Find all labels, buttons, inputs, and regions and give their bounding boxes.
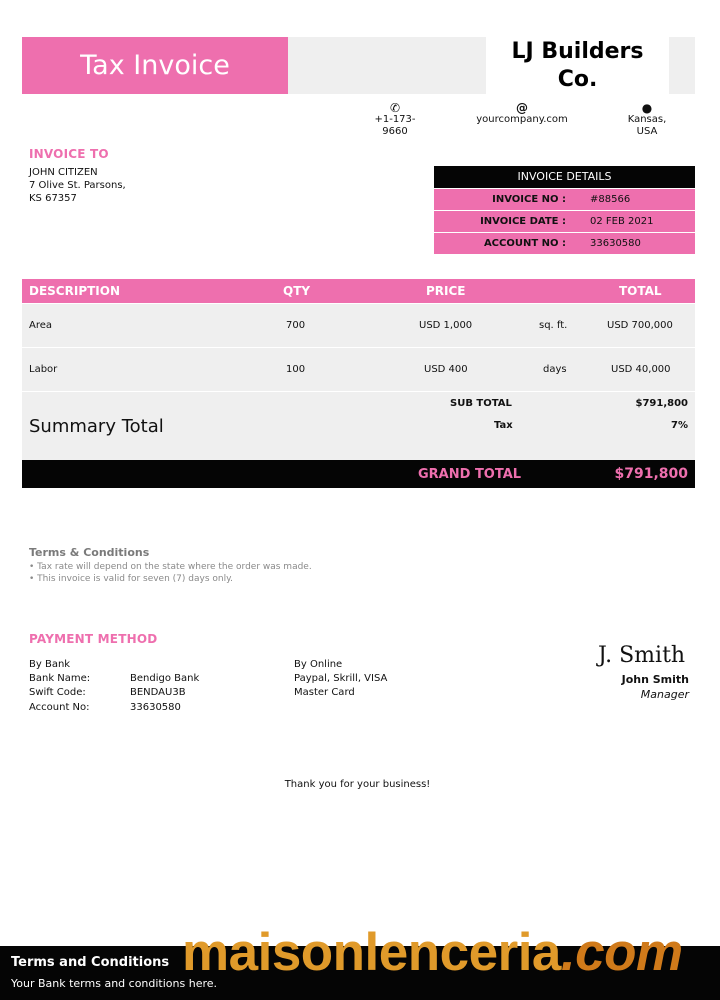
online-payment-cards: Master Card — [294, 687, 355, 698]
thank-you-note: Thank you for your business! — [284, 779, 431, 790]
grand-total-bar — [22, 460, 695, 488]
tax-label: Tax — [494, 420, 513, 431]
detail-value: 02 FEB 2021 — [590, 216, 654, 227]
signatory-name: John Smith — [621, 673, 689, 686]
swift-code-value: BENDAU3B — [130, 687, 186, 698]
detail-label: ACCOUNT NO : — [483, 238, 566, 249]
footer-text: Your Bank terms and conditions here. — [11, 977, 218, 990]
column-header-description: DESCRIPTION — [29, 284, 121, 298]
row-price: USD 400 — [424, 364, 468, 375]
company-name-line1: LJ Builders — [511, 39, 644, 64]
company-name-line2: Co. — [557, 67, 598, 92]
detail-row-invoice-date — [434, 211, 695, 232]
watermark-name: maisonlenceria — [182, 923, 561, 982]
customer-name: JOHN CITIZEN — [29, 167, 98, 178]
contact-phone — [362, 102, 428, 138]
subtotal-value: $791,800 — [635, 398, 688, 409]
contact-location — [618, 102, 676, 138]
detail-label: INVOICE DATE : — [480, 216, 566, 227]
account-no-label: Account No: — [29, 702, 90, 713]
bank-payment-title: By Bank — [29, 659, 71, 670]
row-unit: days — [543, 364, 567, 375]
contact-email — [474, 102, 570, 126]
footer-heading: Terms and Conditions — [11, 955, 170, 970]
detail-value: 33630580 — [590, 238, 641, 249]
account-no-value: 33630580 — [130, 702, 181, 713]
table-row — [22, 304, 695, 347]
tax-value: 7% — [671, 420, 688, 431]
swift-code-label: Swift Code: — [29, 687, 86, 698]
phone-icon: ✆ — [389, 101, 401, 115]
column-header-price: PRICE — [426, 284, 466, 298]
bill-to-address — [29, 166, 126, 205]
watermark-tld: .com — [560, 923, 683, 982]
column-header-total: TOTAL — [619, 284, 662, 298]
header-spacer — [288, 37, 486, 94]
detail-row-invoice-no — [434, 189, 695, 210]
row-description: Area — [29, 320, 53, 331]
company-name — [486, 37, 669, 94]
watermark — [182, 922, 683, 983]
invoice-title: Tax Invoice — [22, 37, 288, 94]
signatory-role: Manager — [640, 688, 689, 701]
detail-row-account-no — [434, 233, 695, 254]
table-row — [22, 348, 695, 391]
row-qty: 100 — [286, 364, 306, 375]
contact-location-line1: Kansas, — [627, 114, 667, 125]
online-payment-methods: Paypal, Skrill, VISA — [294, 673, 388, 684]
header-edge — [669, 37, 695, 94]
terms-line: • This invoice is valid for seven (7) days only. — [29, 574, 233, 584]
invoice-details-heading: INVOICE DETAILS — [434, 166, 695, 188]
grand-total-label: GRAND TOTAL — [418, 467, 522, 482]
row-qty: 700 — [286, 320, 306, 331]
customer-address-line2: KS 67357 — [29, 193, 77, 204]
customer-address-line1: 7 Olive St. Parsons, — [29, 180, 126, 191]
online-payment-title: By Online — [294, 659, 343, 670]
bank-name-label: Bank Name: — [29, 673, 91, 684]
payment-method-heading: PAYMENT METHOD — [29, 632, 158, 646]
row-total: USD 40,000 — [611, 364, 671, 375]
bank-name-value: Bendigo Bank — [130, 673, 200, 684]
grand-total-value: $791,800 — [614, 466, 688, 482]
detail-value: #88566 — [590, 194, 631, 205]
invoice-details — [434, 166, 695, 254]
detail-label: INVOICE NO : — [492, 194, 566, 205]
contact-email-text: yourcompany.com — [476, 114, 568, 125]
row-total: USD 700,000 — [607, 320, 673, 331]
items-table-header — [22, 279, 695, 303]
subtotal-label: SUB TOTAL — [450, 398, 512, 409]
summary-total-label: Summary Total — [29, 416, 164, 437]
terms-line: • Tax rate will depend on the state where the order was made. — [29, 562, 312, 572]
at-icon: @ — [516, 101, 528, 115]
row-price: USD 1,000 — [419, 320, 473, 331]
row-unit: sq. ft. — [539, 320, 568, 331]
row-description: Labor — [29, 364, 58, 375]
contact-location-line2: USA — [636, 126, 658, 137]
contact-phone-text: +1-173-9660 — [374, 114, 416, 137]
terms-heading: Terms & Conditions — [29, 546, 150, 559]
summary-block — [22, 392, 695, 460]
invoice-to-heading: INVOICE TO — [29, 147, 109, 161]
pin-icon: ● — [641, 101, 653, 115]
signature: J. Smith — [598, 643, 686, 668]
column-header-qty: QTY — [283, 284, 311, 298]
